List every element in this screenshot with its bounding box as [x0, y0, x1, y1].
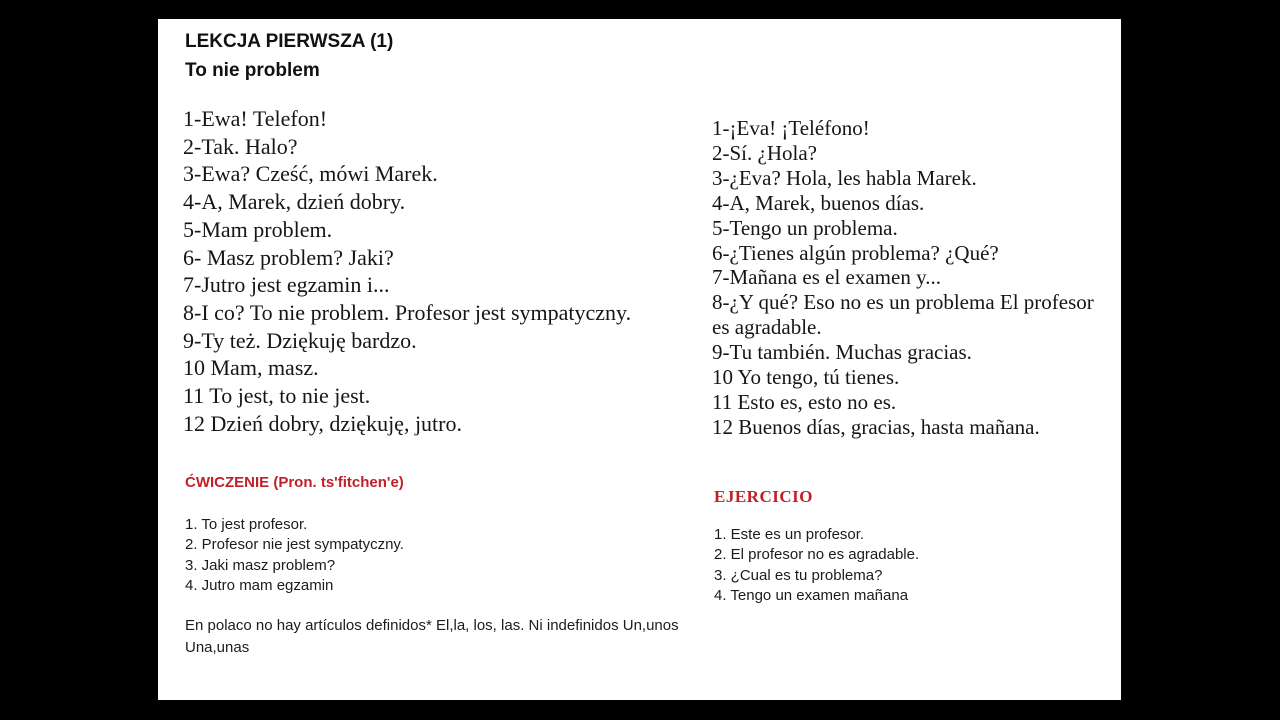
lesson-title: [185, 27, 393, 85]
dialog-line: 2-Tak. Halo?: [183, 133, 298, 159]
dialog-line: 8-I co? To nie problem. Profesor jest sympatyczny.: [183, 299, 632, 325]
exercise-item: 1. To jest profesor.: [185, 516, 308, 533]
spanish-exercise-list: [714, 525, 919, 607]
grammar-footnote: [185, 615, 679, 659]
dialog-line: 7-Jutro jest egzamin i...: [183, 272, 390, 298]
exercise-item: 3. ¿Cual es tu problema?: [714, 566, 883, 584]
exercise-item: 4. Tengo un examen mañana: [714, 587, 909, 605]
footnote-line: Una,unas: [185, 639, 250, 656]
dialog-line: 7-Mañana es el examen y...: [712, 265, 941, 290]
dialog-line: 8-¿Y qué? Eso no es un problema El profesor: [712, 290, 1094, 315]
footnote-line: En polaco no hay artículos definidos* El,la, los, las. Ni indefinidos Un,unos: [185, 617, 679, 634]
lesson-page: [158, 19, 1121, 700]
exercise-item: 2. Profesor nie jest sympatyczny.: [185, 536, 404, 554]
dialog-line: 10 Mam, masz.: [183, 355, 319, 381]
spanish-dialog: [712, 116, 1094, 440]
polish-dialog: [183, 105, 631, 437]
dialog-line: 12 Buenos días, gracias, hasta mañana.: [712, 414, 1040, 439]
dialog-line: 2-Sí. ¿Hola?: [712, 140, 817, 165]
exercise-item: 4. Jutro mam egzamin: [185, 577, 334, 595]
dialog-line: 11 Esto es, esto no es.: [712, 389, 897, 414]
dialog-line: 5-Mam problem.: [183, 216, 333, 242]
exercise-item: 3. Jaki masz problem?: [185, 556, 336, 574]
dialog-line: 6- Masz problem? Jaki?: [183, 244, 394, 270]
dialog-line: 9-Ty też. Dziękuję bardzo.: [183, 327, 417, 353]
dialog-line: 4-A, Marek, buenos días.: [712, 190, 925, 215]
dialog-line: 12 Dzień dobry, dziękuję, jutro.: [183, 410, 462, 436]
dialog-line: 11 To jest, to nie jest.: [183, 383, 371, 409]
dialog-line: 3-Ewa? Cześć, mówi Marek.: [183, 161, 438, 187]
dialog-line: 3-¿Eva? Hola, les habla Marek.: [712, 165, 977, 190]
polish-exercise-heading: ĆWICZENIE (Pron. ts'fitchen'e): [185, 474, 404, 491]
lesson-title-line2: To nie problem: [185, 60, 320, 81]
dialog-line: 5-Tengo un problema.: [712, 215, 898, 240]
exercise-item: 2. El profesor no es agradable.: [714, 546, 920, 564]
dialog-line: es agradable.: [712, 315, 822, 340]
polish-exercise-list: [185, 515, 404, 597]
dialog-line: 1-¡Eva! ¡Teléfono!: [712, 116, 870, 140]
dialog-line: 1-Ewa! Telefon!: [183, 106, 328, 131]
spanish-exercise-heading: EJERCICIO: [714, 487, 813, 506]
dialog-line: 6-¿Tienes algún problema? ¿Qué?: [712, 240, 999, 265]
exercise-item: 1. Este es un profesor.: [714, 526, 865, 543]
lesson-title-line1: LEKCJA PIERWSZA (1): [185, 31, 394, 52]
dialog-line: 10 Yo tengo, tú tienes.: [712, 365, 900, 390]
dialog-line: 9-Tu también. Muchas gracias.: [712, 340, 972, 365]
dialog-line: 4-A, Marek, dzień dobry.: [183, 189, 406, 215]
